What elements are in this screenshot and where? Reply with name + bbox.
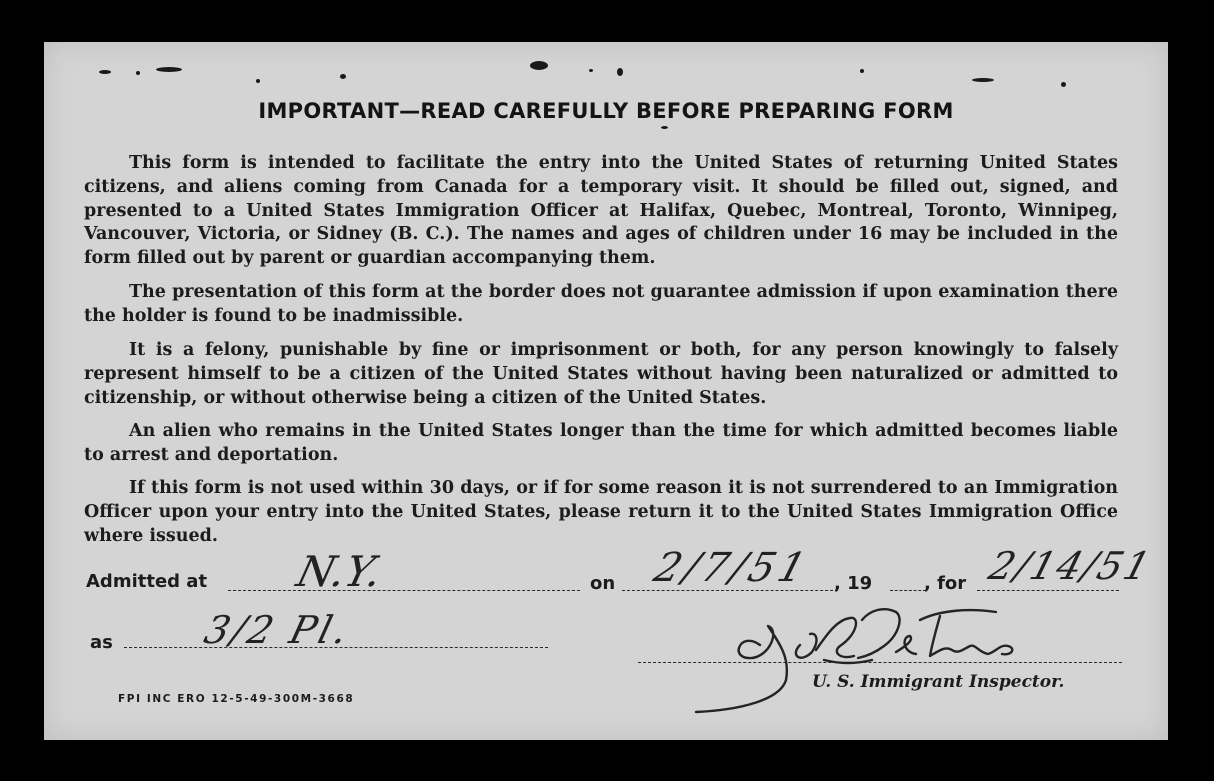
as-label: as	[90, 632, 113, 653]
paragraph-alien: An alien who remains in the United States longer than the time for which admitted becomes liable to arrest and deportation.	[84, 421, 1118, 465]
admitted-at-label: Admitted at	[86, 571, 208, 592]
for-value: 2/14/51	[984, 544, 1158, 588]
ink-speck	[589, 69, 593, 72]
ink-speck	[340, 74, 346, 79]
signature-caption: U. S. Immigrant Inspector.	[812, 672, 1065, 692]
form-heading: IMPORTANT—READ CAREFULLY BEFORE PREPARING FORM	[258, 99, 954, 123]
ink-speck	[972, 78, 994, 82]
year-label: , 19	[834, 573, 873, 594]
as-value: 3/2 Pl.	[200, 608, 356, 652]
on-value: 2/7/51	[649, 545, 815, 591]
paragraph-purpose: This form is intended to facilitate the entry into the United States of returning United States citizens, and aliens coming from Canada for a temporary visit. It should be filled out, signed, and presented to a United States Immigration Officer at Halifax, Quebec, Montreal, Toronto, Winnipeg, Vancouver, Victoria, or Sidney (B. C.). The names and ages of children under 16 may be included in the form filled out by parent or guardian accompanying them.	[84, 153, 1118, 269]
ink-speck	[99, 70, 111, 74]
admitted-at-value: N.Y.	[292, 547, 388, 596]
ink-speck	[256, 79, 260, 83]
ink-speck	[530, 61, 548, 70]
ink-speck	[1061, 82, 1066, 87]
paragraph-presentation: The presentation of this form at the border does not guarantee admission if upon examination there the holder is found to be inadmissible.	[84, 282, 1118, 326]
for-label: , for	[924, 573, 967, 594]
ink-speck	[136, 71, 140, 75]
form-code: FPI INC ERO 12-5-49-300M-3668	[118, 693, 355, 705]
admitted-at-line	[228, 590, 580, 591]
ink-speck	[661, 126, 668, 129]
on-label: on	[590, 573, 616, 594]
paragraph-felony: It is a felony, punishable by fine or imprisonment or both, for any person knowingly to falsely represent himself to be a citizen of the United States without having been naturalized or admitted to citizenship, or without otherwise being a citizen of the United States.	[84, 340, 1118, 408]
ink-speck	[617, 68, 623, 76]
ink-speck	[156, 67, 182, 72]
inspector-signature-scrawl	[640, 560, 1070, 720]
ink-speck	[860, 69, 864, 73]
paragraph-return: If this form is not used within 30 days, or if for some reason it is not surrendered to an Immigration Officer upon your entry into the United States, please return it to the United States Immigration Office where issued.	[84, 478, 1118, 546]
